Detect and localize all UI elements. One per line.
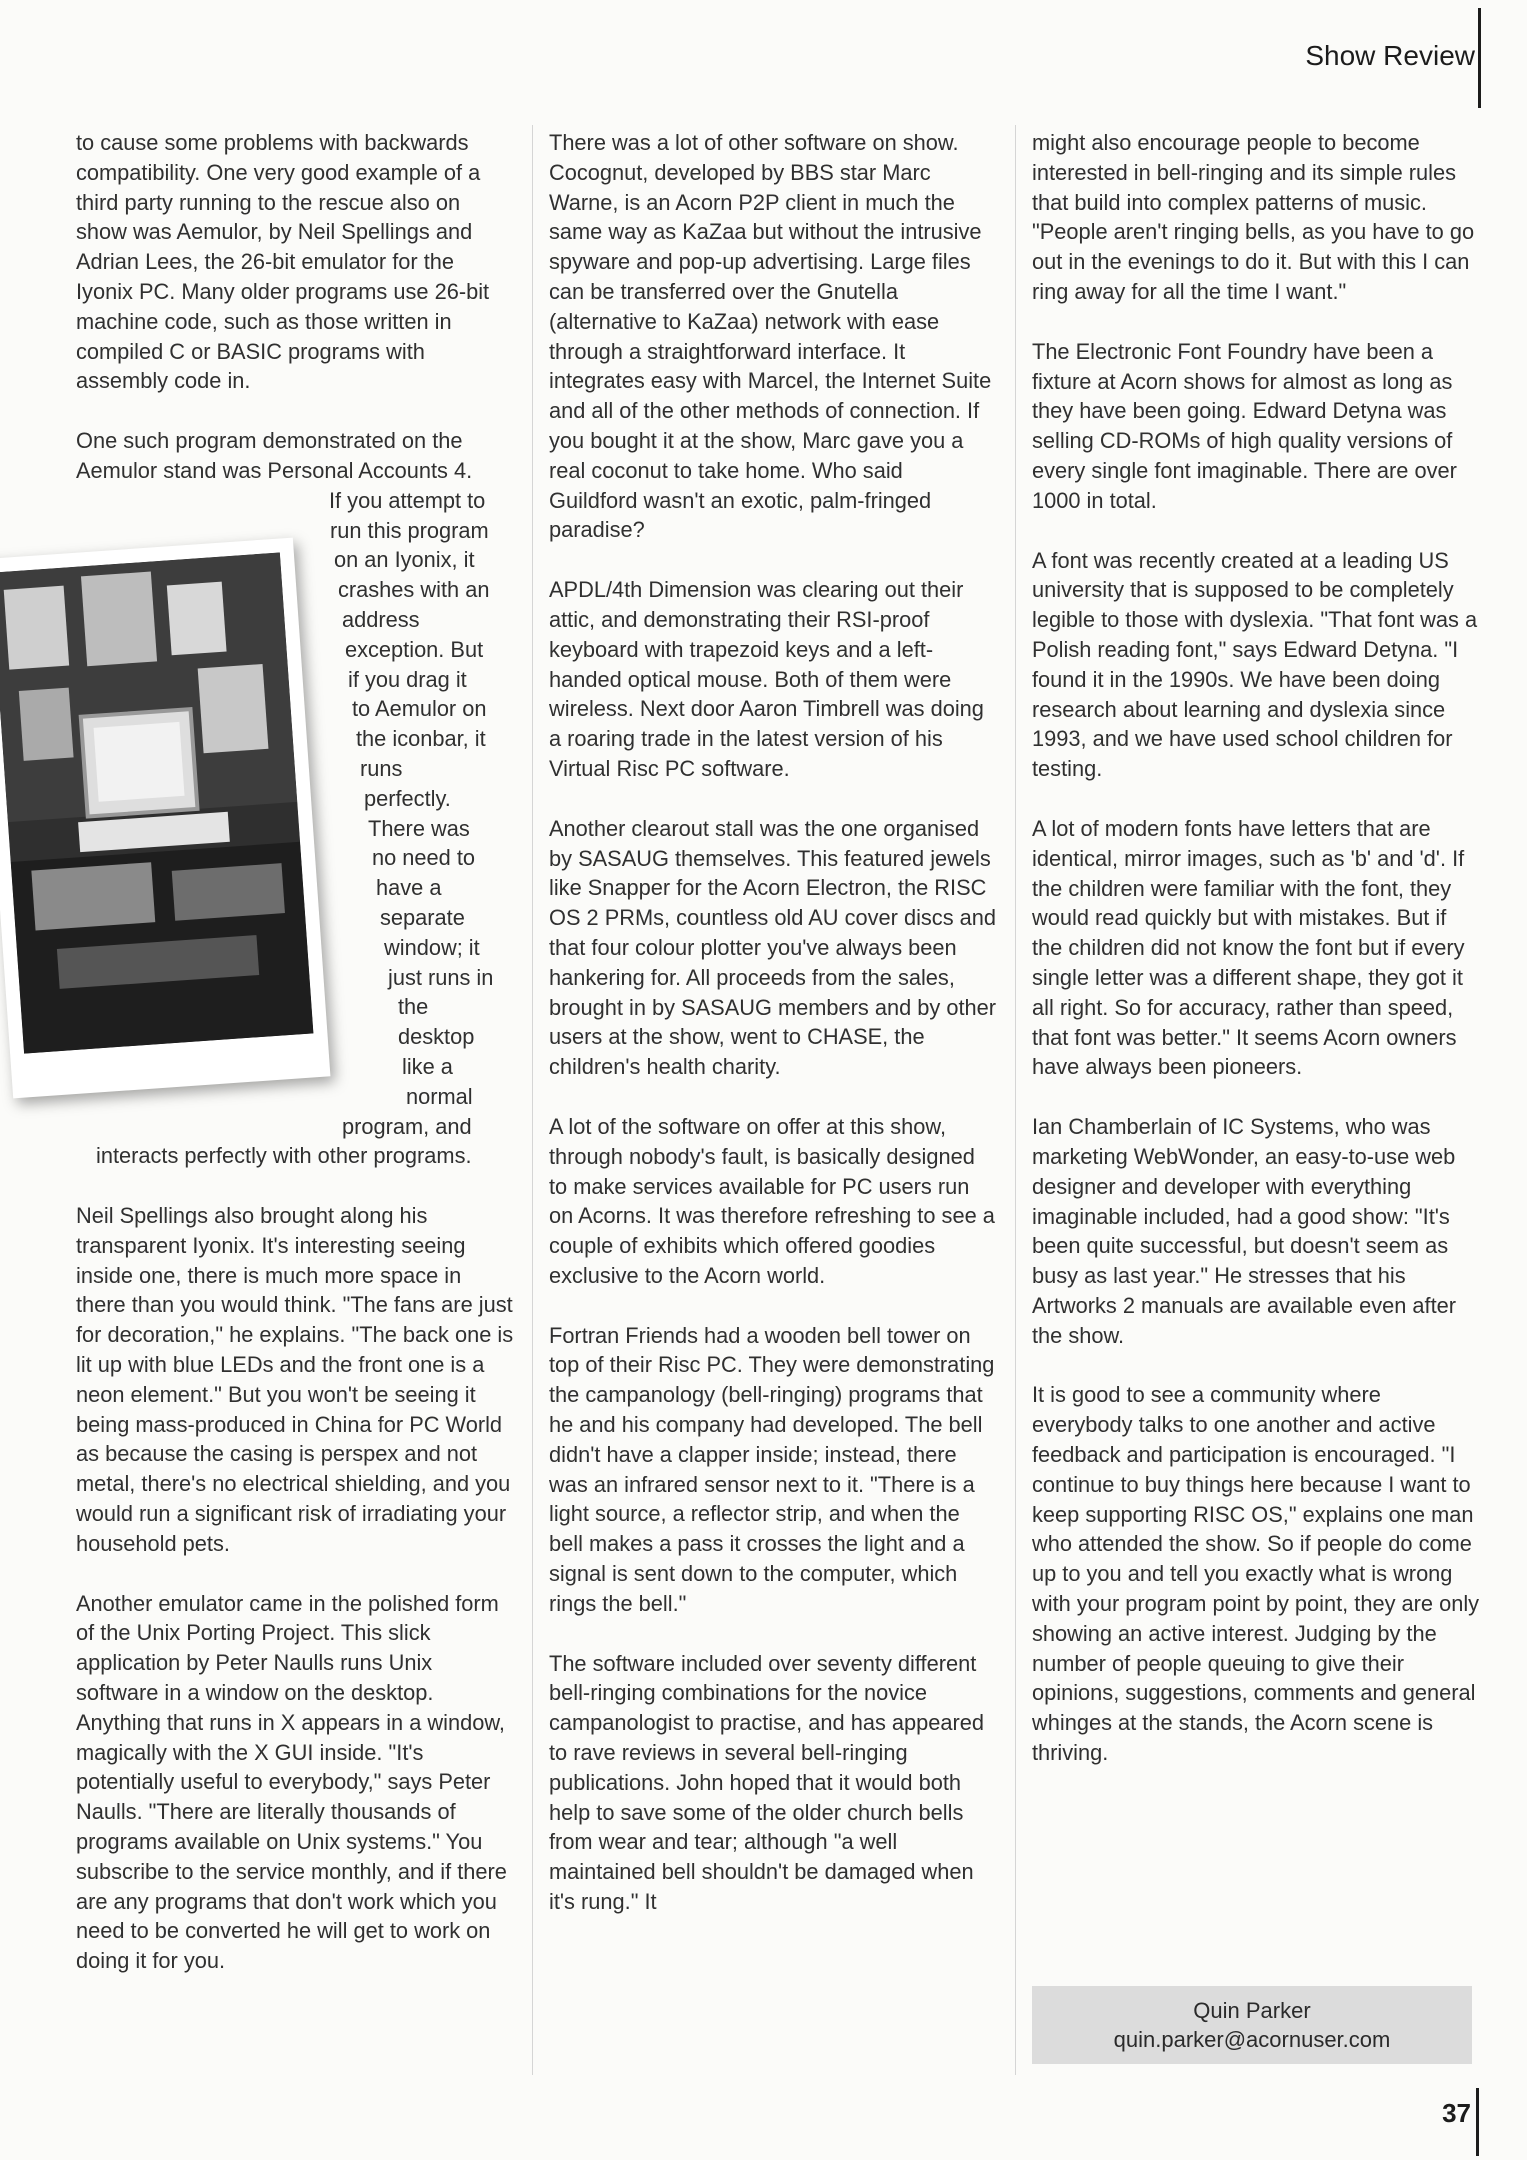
photo-image [0, 553, 313, 1054]
paragraph: The Electronic Font Foundry have been a fixture at Acorn shows for almost as long as they have been going. Edward Detyna was selling CD-ROMs of high quality versions of every single font imaginable. There are over 1000 in total. [1032, 338, 1457, 513]
page-number: 37 [1442, 2098, 1471, 2128]
paragraph: There was a lot of other software on show. Cocognut, developed by BBS star Marc Warne, is an Acorn P2P client in much the same way as KaZaa but without the intrusive spyware and pop-up advertising. Large files can be transferred over the Gnutella (alternative to KaZaa) network with ease through a straightforward interface. It integrates easy with Marcel, the Internet Suite and all of the other methods of connection. If you bought it at the show, Marc gave you a real coconut to take home. Who said Guildford wasn't an exotic, palm-fringed paradise? [549, 130, 992, 543]
text-line: One such program demonstrated on the [76, 428, 463, 454]
header-rule [1478, 8, 1481, 108]
text-line: the iconbar, it [356, 726, 486, 752]
paragraph: It is good to see a community where everybody talks to one another and active feedback and participation is encouraged. "I continue to buy things here because I want to keep supporting RISC OS," explains one man who attended the show. So if people do come up to you and tell you exactly what is wrong with your program point by point, they are only showing an active interest. Judging by the number of people queuing to give their opinions, suggestions, comments and general whinges at the stands, the Acorn scene is thriving. [1032, 1382, 1480, 1766]
text-line: There was [368, 815, 470, 841]
text-line: run this program [330, 517, 489, 543]
paragraph: Ian Chamberlain of IC Systems, who was marketing WebWonder, an easy-to-use web designer and developer with everything imaginable included, had a good show: "It's been quite successful, but doesn't seem as busy as last year." He stresses that his Artworks 2 manuals are available even after the show. [1032, 1114, 1457, 1348]
text-line: like a [402, 1053, 453, 1079]
paragraph: The software included over seventy different bell-ringing combinations for the novice campanologist to practise, and has appeared to rave reviews in several bell-ringing publications. John hoped that it would both help to save some of the older church bells from wear and tear; although "a well maintained bell shouldn't be damaged when it's rung." It [549, 1650, 985, 1915]
paragraph: APDL/4th Dimension was clearing out their attic, and demonstrating their RSI-proof keyboard with trapezoid keys and a left-handed optical mouse. Both of them were wireless. Next door Aaron Timbrell was doing a roaring trade in the latest version of his Virtual Risc PC software. [549, 577, 984, 781]
column-divider [1015, 125, 1016, 2075]
column-divider [532, 125, 533, 2075]
text-line: runs [360, 755, 403, 781]
paragraph: Another clearout stall was the one organised by SASAUG themselves. This featured jewels like Snapper for the Acorn Electron, the RISC OS 2 PRMs, countless old AU cover discs and that four colour plotter you've always been hankering for. All proceeds from the sales, brought in by SASAUG members and by other users at the show, went to CHASE, the children's health charity. [549, 815, 997, 1080]
text-line: Aemulor stand was Personal Accounts 4. [76, 457, 473, 483]
show-stand-photo [0, 538, 330, 1099]
author-email: quin.parker@acornuser.com [1113, 2027, 1391, 2052]
photo-illustration [0, 553, 313, 1054]
text-line: desktop [398, 1024, 475, 1050]
text-line: on an Iyonix, it [334, 547, 475, 573]
column-3 [1032, 128, 1482, 1798]
text-line: address [342, 606, 420, 632]
text-line: separate [380, 904, 465, 930]
text-line: if you drag it [348, 666, 467, 692]
author-signature-box [1032, 1986, 1472, 2064]
paragraph: Neil Spellings also brought along his transparent Iyonix. It's interesting seeing inside one, there is much more space in there than you would think. "The fans are just for decoration," he explains. "The back one is lit up with blue LEDs and the front one is a neon element." But you won't be seeing it being mass-produced in China for PC World as because the casing is perspex and not metal, there's no electrical shielding, and you would run a significant risk of irradiating your household pets. [76, 1203, 514, 1556]
text-line: exception. But [345, 636, 484, 662]
paragraph: A lot of the software on offer at this show, through nobody's fault, is basically designed to make services available for PC users run on Acorns. It was therefore refreshing to see a couple of exhibits which offered goodies exclusive to the Acorn world. [549, 1113, 995, 1288]
text-line: no need to [372, 845, 476, 871]
section-title: Show Review [1305, 40, 1475, 71]
text-line: normal [406, 1083, 473, 1109]
text-line: window; it [384, 934, 480, 960]
text-line: perfectly. [364, 785, 451, 811]
text-line: just runs in [388, 964, 494, 990]
page-number-rule [1476, 2088, 1479, 2156]
author-name: Quin Parker [1193, 1998, 1311, 2023]
column-2 [549, 128, 997, 1947]
text-line: the [398, 994, 429, 1020]
text-line: crashes with an [338, 577, 490, 603]
text-line: have a [376, 875, 442, 901]
paragraph: Another emulator came in the polished form of the Unix Porting Project. This slick application by Peter Naulls runs Unix software in a window on the desktop. Anything that runs in X appears in a window, magically with the X GUI inside. "It's potentially useful to everybody," says Peter Naulls. "There are literally thousands of programs available on Unix systems." You subscribe to the service monthly, and if there are any programs that don't work which you need to be converted he will get to work on doing it for you. [76, 1590, 507, 1974]
paragraph: A lot of modern fonts have letters that are identical, mirror images, such as 'b' and 'd'. If the children were familiar with the font, they would read quickly but with mistakes. But if the children did not know the font but if every single letter was a different shape, they got it all right. So for accuracy, rather than speed, that font was better." It seems Acorn owners have always been pioneers. [1032, 815, 1465, 1080]
text-line: to Aemulor on [352, 696, 487, 722]
text-line: If you attempt to [329, 487, 486, 513]
paragraph: A font was recently created at a leading US university that is supposed to be completely legible to those with dyslexia. "That font was a Polish reading font," says Edward Detyna. "I found it in the 1990s. We have been doing research about learning and dyslexia since 1993, and we have used school children for testing. [1032, 547, 1478, 782]
text-line: program, and [342, 1113, 472, 1139]
paragraph: Fortran Friends had a wooden bell tower on top of their Risc PC. They were demonstrating the campanology (bell-ringing) programs that he and his company had developed. The bell didn't have a clapper inside; instead, there was an infrared sensor next to it. "There is a light source, a reflector strip, and when the bell makes a pass it crosses the light and a signal is sent down to the computer, which rings the bell." [549, 1322, 995, 1616]
paragraph: might also encourage people to become interested in bell-ringing and its simple rules that build into complex patterns of music. "People aren't ringing bells, as you have to go out in the evenings to do it. But with this I can ring away for all the time I want." [1032, 130, 1475, 304]
paragraph: to cause some problems with backwards compatibility. One very good example of a third party running to the rescue also on show was Aemulor, by Neil Spellings and Adrian Lees, the 26-bit emulator for the Iyonix PC. Many older programs use 26-bit machine code, such as those written in compiled C or BASIC programs with assembly code in. [76, 130, 490, 394]
text-line: interacts perfectly with other programs. [96, 1143, 472, 1169]
